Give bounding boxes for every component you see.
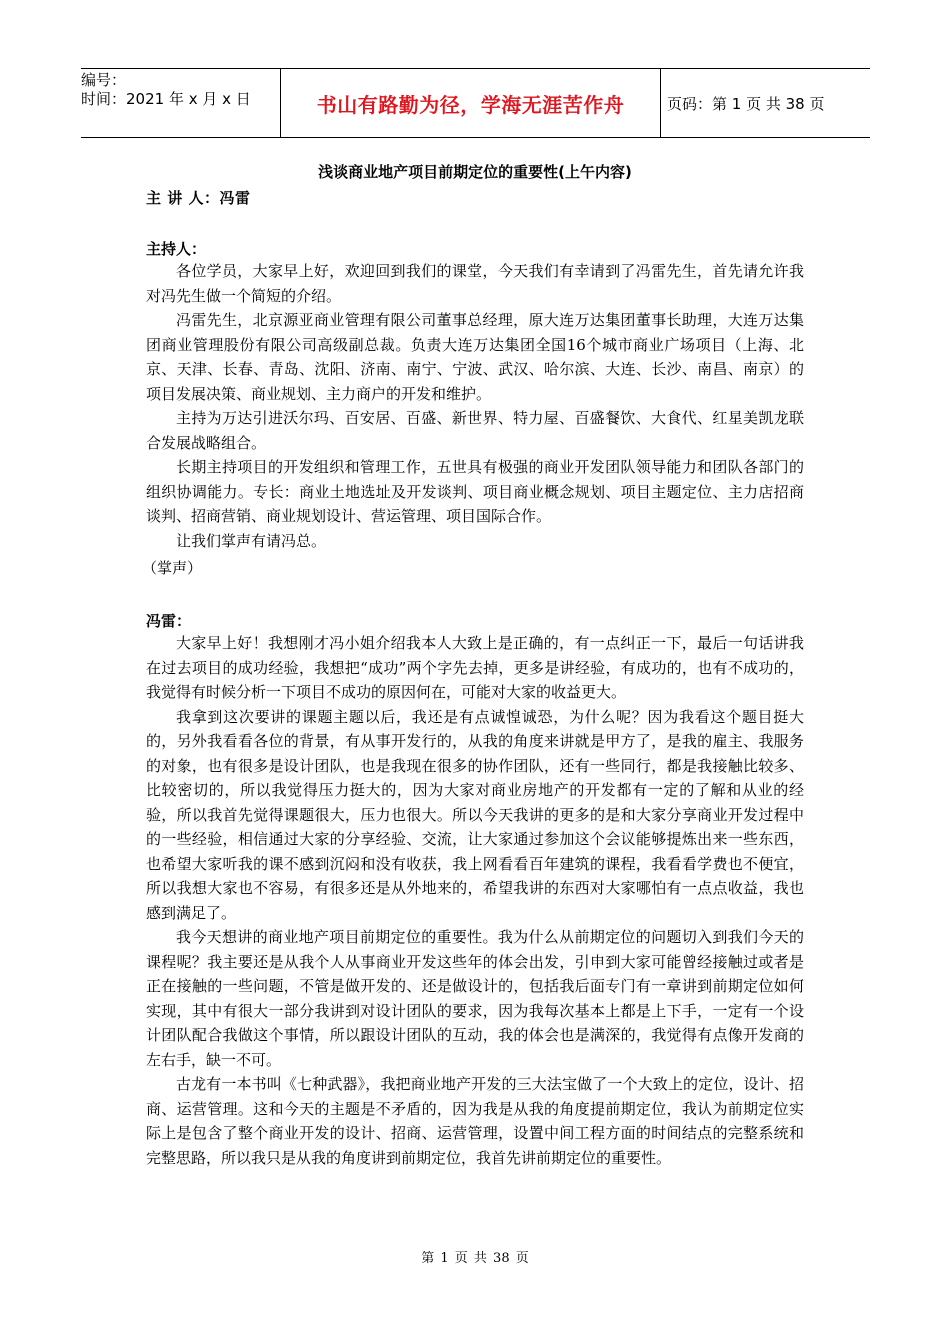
feng-label: 冯雷：	[146, 612, 192, 630]
host-label: 主持人：	[146, 240, 207, 258]
host-paragraph: 主持为万达引进沃尔玛、百安居、百盛、新世界、特力屋、百盛餐饮、大食代、红星美凯龙联合发展战略组合。	[146, 409, 804, 452]
document-title: 浅谈商业地产项目前期定位的重要性(上午内容)	[318, 163, 632, 181]
host-paragraph: 各位学员，大家早上好，欢迎回到我们的课堂，今天我们有幸请到了冯雷先生，首先请允许我对冯先生做一个简短的介绍。	[146, 262, 804, 305]
page-footer: 第 1 页 共 38 页	[421, 1251, 529, 1266]
header-page-info: 页码：第 1 页 共 38 页	[667, 94, 825, 113]
feng-section	[146, 631, 804, 1170]
header-meta	[81, 71, 280, 135]
speaker-line: 主 讲 人：冯雷	[146, 189, 251, 207]
feng-paragraph: 我拿到这次要讲的课题主题以后，我还是有点诚惶诚恐，为什么呢？因为我看这个题目挺大的，另外我看看各位的背景，有从事开发行的，从我的角度来讲就是甲方了，是我的雇主、我服务的对象，也有很多是设计团队，也是我现在很多的协作团队，还有一些同行，都是我接触比较多、比较密切的，所以我觉得压力挺大的，因为大家对商业房地产的开发都有一定的了解和从业的经验，所以我首先觉得课题很大，压力也很大。所以今天我讲的更多的是和大家分享商业开发过程中的一些经验，相信通过大家的分享经验、交流，让大家通过参加这个会议能够提炼出来一些东西，也希望大家听我的课不感到沉闷和没有收获，我上网看看百年建筑的课程，我看看学费也不便宜，所以我想大家也不容易，有很多还是从外地来的，希望我讲的东西对大家哪怕有一点点收益，我也感到满足了。	[146, 707, 804, 922]
header-motto: 书山有路勤为径，学海无涯苦作舟	[280, 69, 661, 137]
feng-paragraph: 大家早上好！我想刚才冯小姐介绍我本人大致上是正确的，有一点纠正一下，最后一句话讲我在过去项目的成功经验，我想把“成功”两个字先去掉，更多是讲经验，有成功的，也有不成功的，我觉得有时候分析一下项目不成功的原因何在，可能对大家的收益更大。	[146, 634, 804, 701]
document-date: 时间：2021 年 x 月 x 日	[81, 90, 251, 108]
page-header	[81, 68, 870, 138]
document-number-label: 编号：	[81, 71, 127, 89]
feng-paragraph: 古龙有一本书叫《七种武器》，我把商业地产开发的三大法宝做了一个大致上的定位，设计、招商、运营管理。这和今天的主题是不矛盾的，因为我是从我的角度提前期定位，我认为前期定位实际上是包含了整个商业开发的设计、招商、运营管理，设置中间工程方面的时间结点的完整系统和完整思路，所以我只是从我的角度讲到前期定位，我首先讲前期定位的重要性。	[146, 1075, 804, 1167]
applause-note: （掌声）	[142, 559, 203, 577]
host-paragraph: 让我们掌声有请冯总。	[176, 531, 327, 550]
host-section	[146, 259, 804, 553]
host-paragraph: 冯雷先生，北京源亚商业管理有限公司董事总经理，原大连万达集团董事长助理，大连万达集团商业管理股份有限公司高级副总裁。负责大连万达集团全国16个城市商业广场项目（上海、北京、天津、长春、青岛、沈阳、济南、南宁、宁波、武汉、哈尔滨、大连、长沙、南昌、南京）的项目发展决策、商业规划、主力商户的开发和维护。	[146, 311, 804, 403]
host-paragraph: 长期主持项目的开发组织和管理工作，五世具有极强的商业开发团队领导能力和团队各部门的组织协调能力。专长：商业土地选址及开发谈判、项目商业概念规划、项目主题定位、主力店招商谈判、招商营销、商业规划设计、营运管理、项目国际合作。	[146, 458, 804, 525]
feng-paragraph: 我今天想讲的商业地产项目前期定位的重要性。我为什么从前期定位的问题切入到我们今天的课程呢？我主要还是从我个人从事商业开发这些年的体会出发，引申到大家可能曾经接触过或者是正在接触的一些问题，不管是做开发的、还是做设计的，包括我后面专门有一章讲到前期定位如何实现，其中有很大一部分我讲到对设计团队的要求，因为我每次基本上都是上下手，一定有一个设计团队配合我做这个事情，所以跟设计团队的互动，我的体会也是满深的，我觉得有点像开发商的左右手，缺一不可。	[146, 928, 804, 1069]
